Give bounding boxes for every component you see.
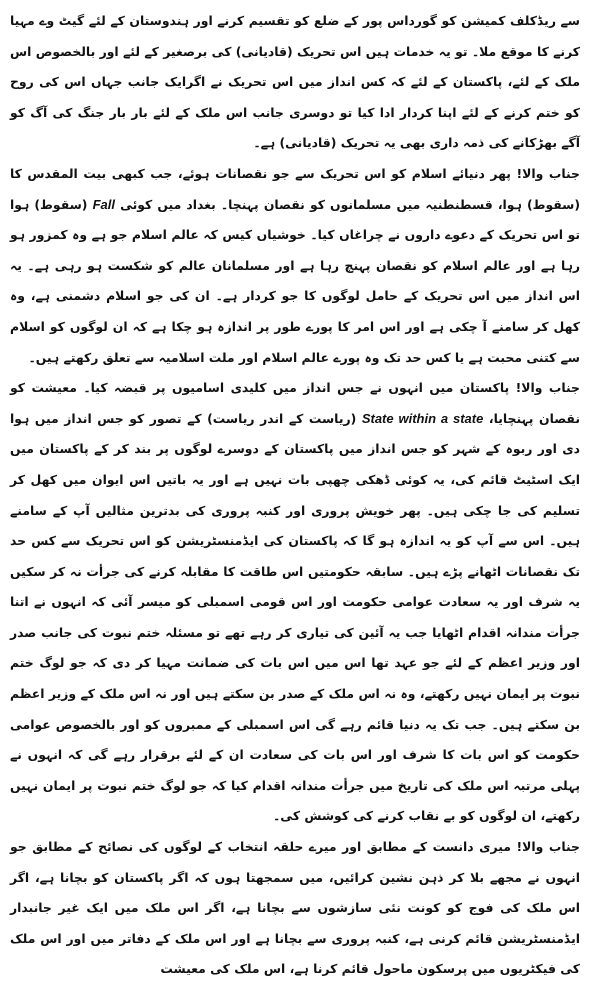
paragraph-text: (سقوط) ہوا تو اس تحریک کے دعوے داروں نے چراغاں کیا۔ خوشیاں کیس کہ عالم اسلام جو ہے وہ کمزور ہو رہا ہے اور عالم اسلام کو نقصان پہنچ رہا ہے اور مسلمانان عالم کو شکست ہو رہی ہے۔ یہ اس انداز میں اس تحریک کے حامل لوگوں کا جو کردار ہے۔ ان کی جو اسلام دشمنی ہے، وہ کھل کر سامنے آ چکی ہے اور اس امر کا پورے طور پر اندازہ ہو چکا ہے کہ ان لوگوں کو اسلام سے کتنی محبت ہے یا کس حد تک وہ پورے عالم اسلام اور ملت اسلامیہ سے تعلق رکھتے ہیں۔ (10, 196, 580, 365)
paragraph-text: سے ریڈکلف کمیشن کو گورداس پور کے ضلع کو تقسیم کرنے اور ہندوستان کے لئے گیٹ وے مہیا کرنے کا موقع ملا۔ تو یہ خدمات ہیں اس تحریک (قادیانی) کی برصغیر کے لئے اور بالخصوص اس ملک کے لئے، پاکستان کے لئے کہ کس انداز میں اس تحریک نے اگرایک جانب جہاں اس کی روح کو ختم کرنے کے لئے اپنا کردار ادا کیا تو دوسری جانب اس ملک کے لئے بار بار جنگ کی آگ کو آگے بھڑکانے کی ذمہ داری بھی یہ تحریک (قادیانی) ہے۔ (10, 13, 580, 151)
paragraph-text: جناب والا! پاکستان میں انہوں نے جس انداز میں کلیدی اسامیوں پر قبضہ کیا۔ معیشت کو نقصان پہنچایا، (10, 380, 580, 426)
paragraph-text: جناب والا! پھر دنیائے اسلام کو اس تحریک سے جو نقصانات ہوئے، جب کبھی بیت المقدس کا (سقوط) ہوا، قسطنطنیہ میں مسلمانوں کو نقصان پہنچا۔ بغداد میں کوئی (10, 165, 581, 212)
paragraph-2 (10, 159, 580, 373)
paragraph-text: جناب والا! میری دانست کے مطابق اور میرے حلقہ انتخاب کے لوگوں کی نصائح کے مطابق جو انہوں نے مجھے بلا کر ذہن نشین کرائیں، میں سمجھتا ہوں کہ اگر پاکستان کو بچانا ہے، اگر اس ملک کی فوج کو کونت نئی سازشوں سے بچانا ہے، اگر اس ملک میں ایک غیر جانبدار ایڈمنسٹریشن قائم کرنی ہے، کنبہ پروری سے بچانا ہے اور اس ملک کے دفاتر میں اور اس ملک کی فیکٹریوں میں پرسکون ماحول قائم کرنا ہے، اس ملک کی معیشت (10, 839, 580, 977)
english-term-state-within-a-state: State within a state (361, 410, 484, 426)
urdu-text-column (10, 6, 580, 985)
paragraph-4 (10, 832, 580, 985)
paragraph-1 (10, 6, 580, 159)
paragraph-text: (ریاست کے اندر ریاست) کے تصور کو جس انداز میں ہوا دی اور ربوہ کے شہر کو جس انداز میں پاکستان کے دوسرے لوگوں پر بند کر کے پاکستان میں ایک اسٹیٹ قائم کی، یہ کوئی ڈھکی چھپی بات نہیں ہے اور یہ باتیں اس ایوان میں کھل کر تسلیم کی جا چکی ہیں۔ پھر خویش پروری اور کنبہ پروری کی بدترین مثالیں آپ کے سامنے ہیں۔ اس سے آپ کو یہ اندازہ ہو گا کہ پاکستان کی ایڈمنسٹریشن کو اس تحریک سے کس حد تک نقصانات اٹھانے پڑے ہیں۔ سابقہ حکومتیں اس طاقت کا مقابلہ کرنے کی جرأت نہ کر سکیں یہ شرف اور یہ سعادت عوامی حکومت اور اس قومی اسمبلی کو میسر آئی کہ انہوں نے اتنا جرأت مندانہ اقدام اٹھایا جب یہ آئین کی تیاری کر رہے تھے تو مسئلہ ختم نبوت کی جانب صدر اور وزیر اعظم کے لئے جو عہد تھا اس میں اس بات کی ضمانت مہیا کر دی کہ جو لوگ ختم نبوت پر ایمان نہیں رکھتے، وہ نہ اس ملک کے صدر بن سکتے ہیں اور نہ اس ملک کے وزیر اعظم بن سکتے ہیں۔ جب تک یہ دنیا قائم رہے گی اس اسمبلی کے ممبروں کو اور بالخصوص عوامی حکومت کو اس بات کا شرف اور اس بات کی سعادت ان کے لئے برقرار رہے گی کہ انہوں نے پہلی مرتبہ اس ملک کی تاریخ میں جرأت مندانہ اقدام کیا کہ جو لوگ ختم نبوت پر ایمان نہیں رکھتے، ان لوگوں کو بے نقاب کرنے کی کوشش کی۔ (10, 410, 580, 824)
paragraph-3 (10, 373, 580, 832)
english-term-fall: Fall (92, 196, 115, 212)
